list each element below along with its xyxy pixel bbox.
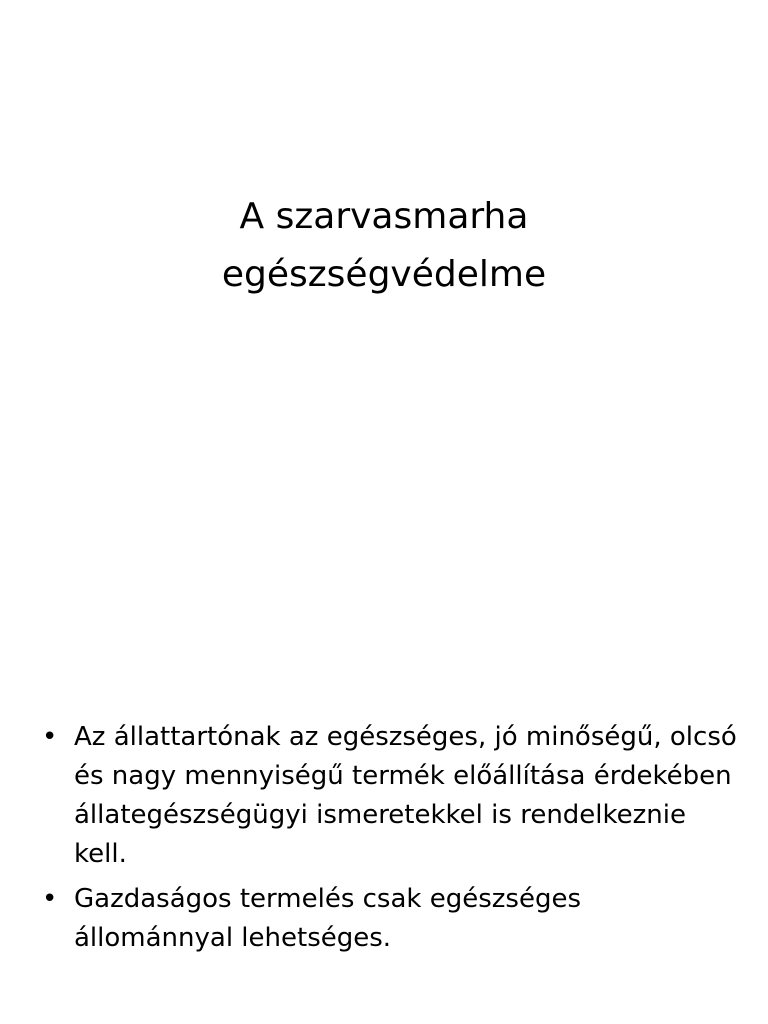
slide-title-line-2: egészségvédelme — [221, 254, 547, 295]
bullet-item — [42, 718, 742, 874]
slide-title — [0, 188, 768, 304]
slide-title-line-1: A szarvasmarha — [239, 196, 529, 237]
bullet-text: Gazdaságos termelés csak egészséges állománnyal lehetséges. — [74, 884, 582, 953]
bullet-icon: • — [42, 884, 58, 914]
bullet-text: Az állattartónak az egészséges, jó minőségű, olcsó és nagy mennyiségű termék előállítása érdekében állategészségügyi ismeretekkel is rendelkeznie kell. — [74, 722, 737, 869]
bullet-item — [42, 880, 742, 958]
bullet-list — [42, 718, 742, 964]
bullet-icon: • — [42, 722, 58, 752]
